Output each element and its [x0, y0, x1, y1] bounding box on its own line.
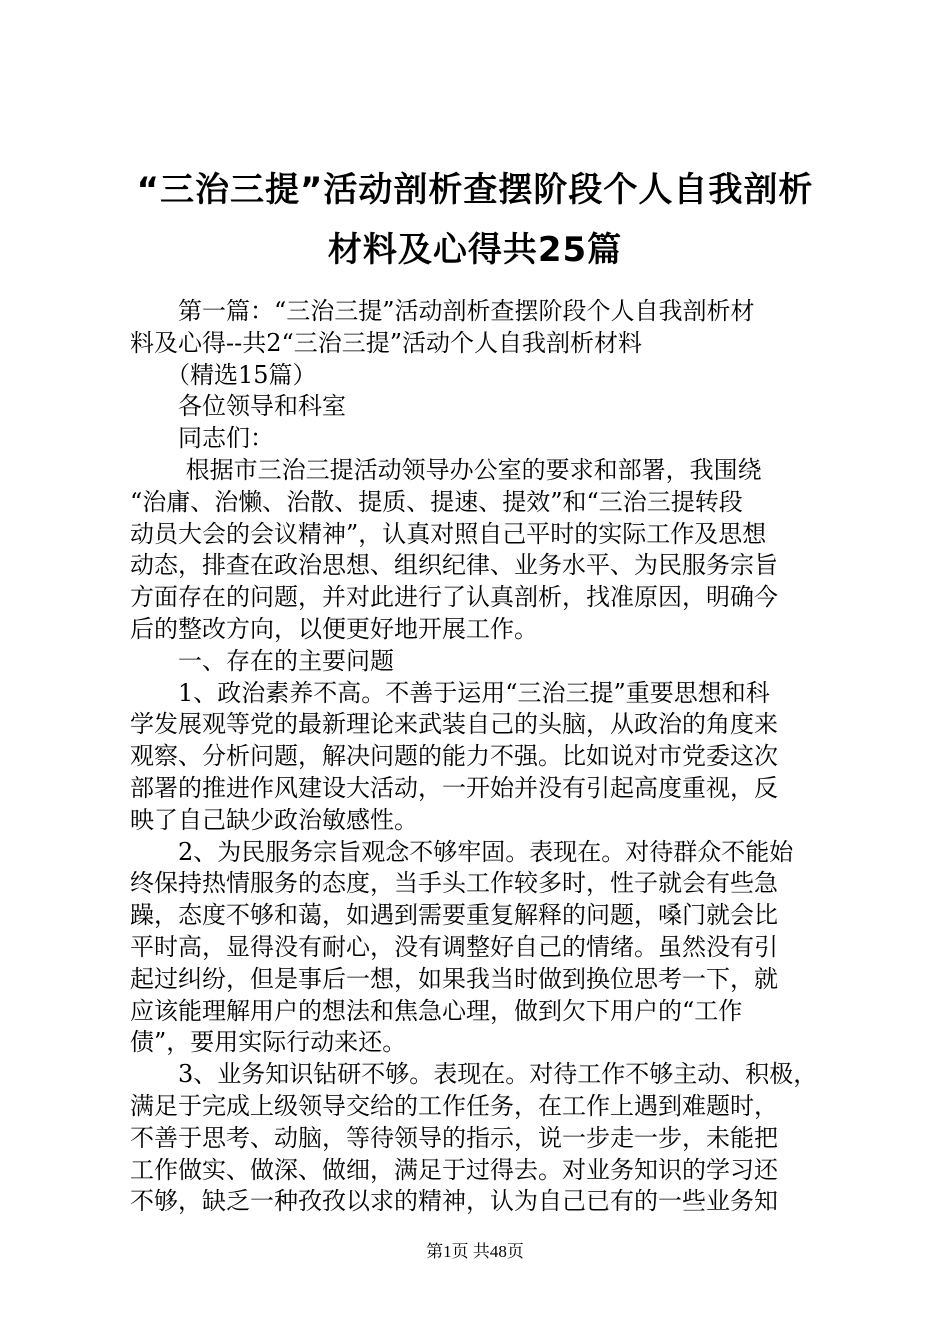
body-line: 不善于思考、动脑，等待领导的指示，说一步走一步，未能把 [130, 1123, 778, 1152]
body-line: 2、为民服务宗旨观念不够牢固。表现在。对待群众不能始 [130, 837, 794, 866]
body-line: 动员大会的会议精神”，认真对照自己平时的实际工作及思想 [130, 519, 767, 548]
body-line: （精选15篇） [130, 360, 317, 389]
body-line: 债”，要用实际行动来还。 [130, 1028, 407, 1057]
body-line: 一、存在的主要问题 [130, 646, 394, 675]
body-line: 终保持热情服务的态度，当手头工作较多时，性子就会有些急 [130, 869, 778, 898]
page-footer: 第1页 共48页 [426, 1242, 524, 1261]
body-line: 平时高，显得没有耐心，没有调整好自己的情绪。虽然没有引 [130, 932, 778, 961]
title-line: “三治三提”活动剖析查摆阶段个人自我剖析 [136, 170, 814, 210]
title-line: 材料及心得共25篇 [327, 230, 623, 270]
body-line: 同志们： [130, 424, 274, 453]
body-line: 第一篇：“三治三提”活动剖析查摆阶段个人自我剖析材 [130, 297, 755, 325]
body-line: 料及心得--共2“三治三提”活动个人自我剖析材料 [130, 328, 643, 357]
body-line: 部署的推进作风建设大活动，一开始并没有引起高度重视，反 [130, 773, 778, 802]
body-line: 躁，态度不够和蔼，如遇到需要重复解释的问题，嗓门就会比 [130, 901, 778, 930]
body-line: 3、业务知识钻研不够。表现在。对待工作不够主动、积极， [130, 1060, 818, 1089]
body-line: 后的整改方向，以便更好地开展工作。 [130, 614, 538, 643]
document-body [130, 296, 830, 1218]
body-line: 根据市三治三提活动领导办公室的要求和部署，我围绕 [130, 455, 762, 484]
body-line: 映了自己缺少政治敏感性。 [130, 805, 418, 834]
body-line: 观察、分析问题，解决问题的能力不强。比如说对市党委这次 [130, 742, 778, 771]
body-line: 满足于完成上级领导交给的工作任务，在工作上遇到难题时， [130, 1091, 778, 1120]
body-line: 方面存在的问题，并对此进行了认真剖析，找准原因，明确今 [130, 583, 778, 612]
body-line: 工作做实、做深、做细，满足于过得去。对业务知识的学习还 [130, 1155, 778, 1184]
body-line: 起过纠纷，但是事后一想，如果我当时做到换位思考一下，就 [130, 964, 778, 993]
body-line: 不够，缺乏一种孜孜以求的精神，认为自己已有的一些业务知 [130, 1187, 778, 1216]
body-line: “治庸、治懒、治散、提质、提速、提效”和“三治三提转段 [130, 487, 743, 516]
body-line: 各位领导和科室 [130, 392, 346, 421]
body-line: 学发展观等党的最新理论来武装自己的头脑，从政治的角度来 [130, 710, 778, 739]
body-line: 1、政治素养不高。不善于运用“三治三提”重要思想和科 [130, 678, 770, 707]
body-line: 应该能理解用户的想法和焦急心理，做到欠下用户的“工作 [130, 996, 743, 1025]
document-title [120, 160, 830, 280]
body-line: 动态，排查在政治思想、组织纪律、业务水平、为民服务宗旨 [130, 551, 778, 580]
